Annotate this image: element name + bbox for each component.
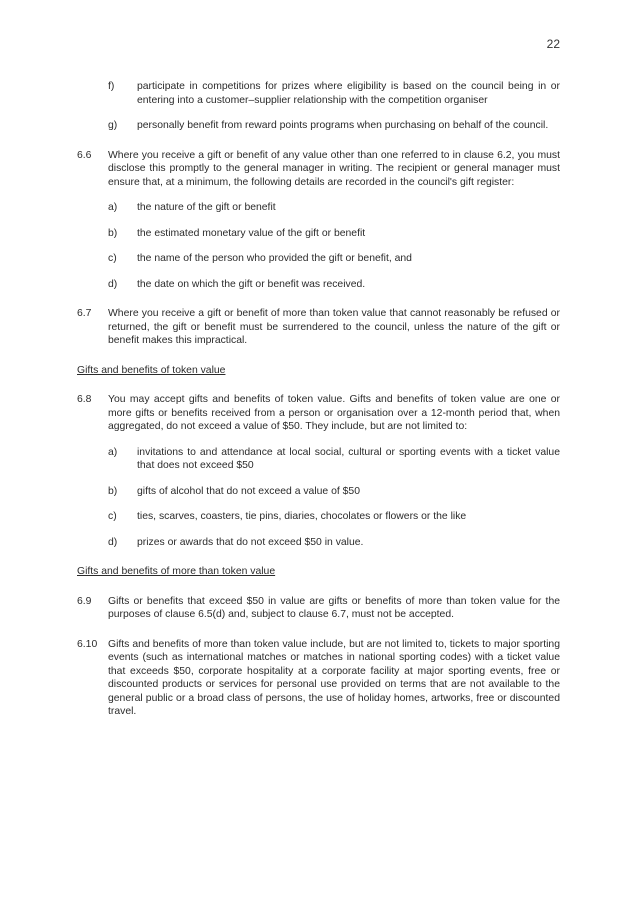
list-letter: b) (108, 485, 118, 497)
list-letter: d) (108, 278, 118, 290)
clause-6-9 (77, 595, 560, 622)
list-item-b (108, 485, 560, 499)
document-body (77, 80, 560, 719)
list-text: the name of the person who provided the gift or benefit, and (137, 253, 412, 264)
clause-number: 6.8 (77, 394, 92, 405)
clause-6-7 (77, 307, 560, 348)
list-item-c (108, 252, 560, 266)
clause-text: Where you receive a gift or benefit of more than token value that cannot reasonably be refused or returned, the gift or benefit must be surrendered to the council, unless the nature of the gift or benefit makes this impractical. (108, 308, 560, 346)
clause-6-8 (77, 393, 560, 434)
clause-text: Gifts or benefits that exceed $50 in value are gifts or benefits of more than token value for the purposes of clause 6.5(d) and, subject to clause 6.7, must not be accepted. (108, 595, 560, 620)
clause-text: Where you receive a gift or benefit of any value other than one referred to in clause 6.2, you must disclose this promptly to the general manager in writing. The recipient or general manager must ensure that, at a minimum, the following details are recorded in the council's gift register: (108, 149, 560, 188)
list-item-d (108, 536, 560, 550)
page-number: 22 (546, 37, 560, 51)
list-item-f (108, 80, 560, 107)
clause-6-10 (77, 638, 560, 719)
list-letter: c) (108, 253, 117, 264)
list-item-d (108, 278, 560, 292)
list-text: personally benefit from reward points programs when purchasing on behalf of the council. (137, 120, 549, 131)
section-heading-token-value: Gifts and benefits of token value (77, 364, 226, 376)
list-item-a (108, 446, 560, 473)
list-text: the estimated monetary value of the gift or benefit (137, 227, 366, 239)
list-text: participate in competitions for prizes where eligibility is based on the council being in or entering into a customer–supplier relationship with the competition organiser (137, 81, 560, 106)
list-letter: g) (108, 120, 118, 131)
list-letter: b) (108, 227, 118, 239)
section-heading-more-than-token: Gifts and benefits of more than token value (77, 566, 276, 577)
list-text: the nature of the gift or benefit (137, 202, 276, 213)
list-item-b (108, 227, 560, 241)
clause-number: 6.7 (77, 308, 92, 319)
list-text: ties, scarves, coasters, tie pins, diaries, chocolates or flowers or the like (137, 511, 467, 522)
clause-6-6 (77, 149, 560, 190)
list-text: the date on which the gift or benefit was received. (137, 278, 366, 290)
clause-text: You may accept gifts and benefits of token value. Gifts and benefits of token value are one or more gifts or benefits received from a person or organisation over a 12-month period that, when aggregated, do not exceed a value of $50. They include, but are not limited to: (108, 394, 560, 432)
list-text: prizes or awards that do not exceed $50 in value. (137, 536, 364, 548)
list-text: invitations to and attendance at local social, cultural or sporting events with a ticket value that does not exceed $50 (137, 446, 560, 471)
list-letter: d) (108, 536, 118, 548)
clause-number: 6.10 (77, 638, 98, 650)
list-letter: a) (108, 446, 118, 458)
list-text: gifts of alcohol that do not exceed a value of $50 (137, 485, 360, 497)
list-item-c (108, 510, 560, 524)
list-item-a (108, 201, 560, 215)
list-item-g (108, 119, 560, 133)
list-letter: a) (108, 202, 118, 213)
list-letter: c) (108, 511, 117, 522)
clause-text: Gifts and benefits of more than token value include, but are not limited to, tickets to major sporting events (such as international matches or matches in national sporting codes) with a ticket value that exceeds $50, corporate hospitality at a corporate facility at major sporting events, free or discounted products or services for personal use provided on terms that are not available to the general public or a broad class of persons, the use of holiday homes, artworks, free or discounted travel. (108, 638, 560, 717)
clause-number: 6.6 (77, 149, 92, 161)
clause-number: 6.9 (77, 595, 92, 607)
list-letter: f) (108, 81, 115, 92)
